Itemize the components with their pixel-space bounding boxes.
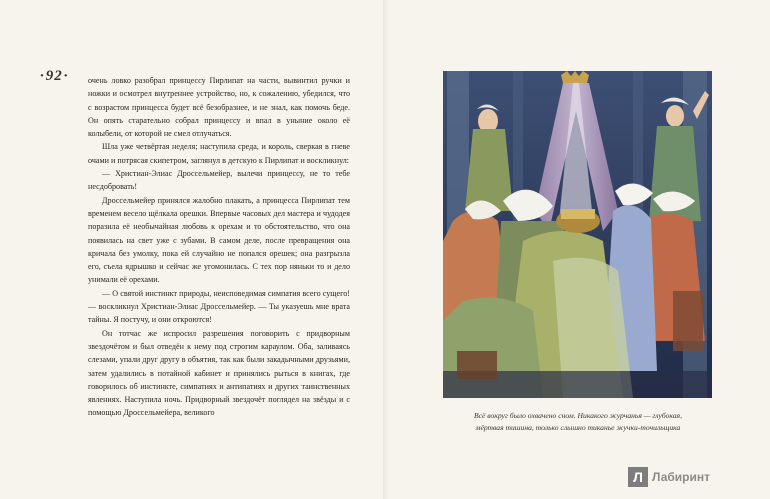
paragraph-6: Он тотчас же испросил разрешения поговорить с придворным звездочётом и был отведён к нему под строгим караулом. Оба, заливаясь слезами, упали друг другу в объятия, так как были закадычными друзьями, затем удалились в потайной кабинет и принялись рыться в книгах, где говорилось об инстинкте, симпатиях и антипатиях и других таинственных явлениях. Наступила ночь. Придворный звездочёт поглядел на звёзды и с помощью Дроссельмейера, великого: [88, 328, 350, 418]
page-number: · 92 ·: [40, 68, 69, 85]
caption-line-1: Всё вокруг было охвачено сном. Никакого журчанья — глубокая,: [474, 411, 682, 420]
illustration-artwork: [443, 71, 712, 398]
labirint-logo-icon: Л: [628, 467, 648, 487]
gutter-shadow: [383, 0, 389, 499]
paragraph-2: Шла уже четвёртая неделя; наступила среда, и король, сверкая в гневе очами и потрясая скипетром, заглянул в детскую к Пирлипат и воскликнул:: [88, 142, 350, 165]
watermark-text: Лабиринт: [652, 470, 711, 484]
paragraph-1: очень ловко разобрал принцессу Пирлипат на части, вывинтил ручки и ножки и осмотрел внутреннее устройство, но, к сожалению, убедился, что с возрастом принцесса будет всё безобразнее, и не знал, как помочь беде. Он опять старательно собрал принцессу и впал в уныние около её колыбели, от которой не смел отлучаться.: [88, 76, 350, 139]
paragraph-4: Дроссельмейер принялся жалобно плакать, а принцесса Пирлипат тем временем весело щёлкала орешки. Впервые часовых дел мастера и чудодея поразила её необычайная любовь к орехам и то обстоятельство, что она появилась на свет уже с зубами. В самом деле, после превращения она кричала без умолку, пока ей случайно не попался орешек; она разгрызла его, съела ядрышко и сейчас же угомонилась. С тех пор няньки то и дело унимали её орехами.: [88, 195, 350, 285]
body-text-column: [88, 74, 350, 420]
paragraph-5: — О святой инстинкт природы, неисповедимая симпатия всего сущего! — воскликнул Христиан-Элиас Дроссельмейер. — Ты указуешь мне врата тайны. Я постучу, и они откроются!: [88, 288, 350, 325]
labirint-watermark: [628, 466, 710, 488]
illustration-caption: [440, 410, 716, 434]
illustration: [443, 71, 712, 398]
paragraph-3: — Христиан-Элиас Дроссельмейер, вылечи принцессу, не то тебе несдобровать!: [88, 169, 350, 192]
caption-line-2: мёртвая тишина, только слышно тиканье жучки-точильщика: [475, 423, 681, 432]
